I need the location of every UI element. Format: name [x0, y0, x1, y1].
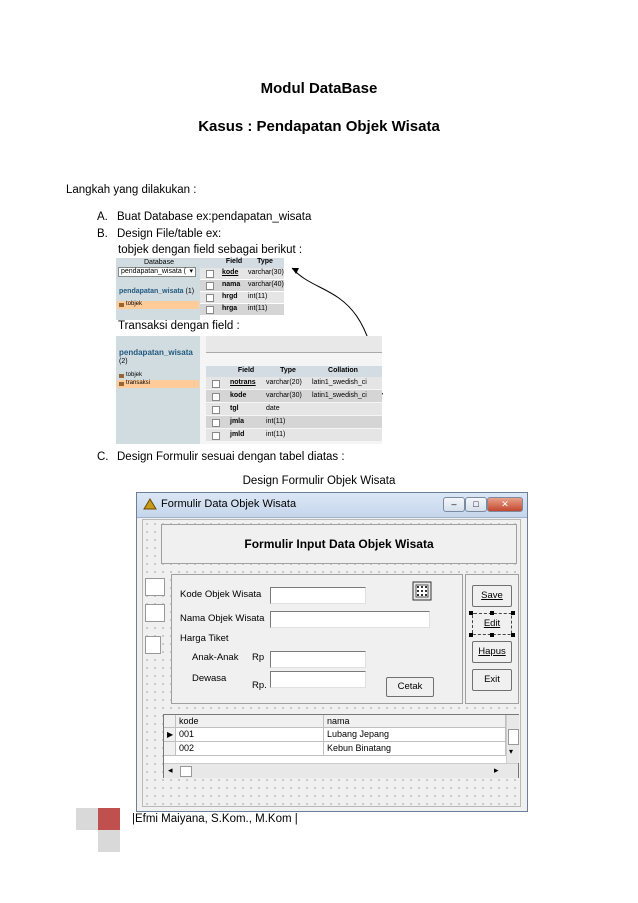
row-checkbox[interactable]: [212, 432, 220, 440]
selection-handle[interactable]: [511, 633, 515, 637]
exit-button[interactable]: Exit: [472, 669, 512, 691]
label-nama: Nama Objek Wisata: [180, 613, 265, 624]
step-b-text: Design File/table ex:: [117, 228, 222, 240]
db-count: (1): [185, 288, 195, 295]
field-type: date: [266, 405, 280, 412]
component-icon-3[interactable]: [145, 636, 161, 654]
structure-rows-2: [206, 377, 382, 443]
field-type: varchar(20): [266, 379, 302, 386]
anak-input[interactable]: [270, 651, 366, 668]
grid-cell[interactable]: Lubang Jepang: [324, 728, 506, 742]
field-collation: latin1_swedish_ci: [312, 392, 367, 399]
form-window: [136, 492, 528, 812]
footer-square-light: [76, 808, 98, 830]
label-harga: Harga Tiket: [180, 633, 229, 644]
field-name: nama: [222, 281, 241, 288]
grid-row-indicator: [164, 742, 176, 756]
grid-header-kode[interactable]: kode: [176, 715, 324, 728]
field-name: notrans: [230, 379, 256, 386]
row-checkbox[interactable]: [206, 270, 214, 278]
sidebar-item-label: tobjek: [126, 372, 143, 378]
table-row[interactable]: [206, 416, 382, 428]
vertical-scrollbar[interactable]: [506, 715, 519, 763]
form-heading: Formulir Input Data Objek Wisata: [244, 537, 434, 551]
chevron-down-icon[interactable]: ▾: [509, 747, 514, 756]
table-row[interactable]: [200, 292, 284, 303]
db-select[interactable]: [118, 267, 196, 277]
sidebar-item-tobjek-2[interactable]: [117, 372, 199, 380]
db-count-2: (2): [119, 358, 128, 365]
col-type-2: Type: [280, 367, 296, 374]
row-checkbox[interactable]: [206, 294, 214, 302]
db-sidebar-2: [116, 336, 200, 444]
maximize-button[interactable]: □: [465, 497, 487, 512]
row-checkbox[interactable]: [206, 282, 214, 290]
nama-input[interactable]: [270, 611, 430, 628]
dewasa-input[interactable]: [270, 671, 366, 688]
chevron-right-icon[interactable]: ▸: [494, 765, 499, 775]
component-icon-1[interactable]: [145, 578, 165, 596]
save-button[interactable]: Save: [472, 585, 512, 607]
scrollbar-thumb[interactable]: [508, 729, 519, 745]
step-c-letter: C.: [97, 451, 109, 463]
step-a-letter: A.: [97, 211, 108, 223]
toolbar-strip: [206, 336, 382, 353]
grid-header-nama[interactable]: nama: [324, 715, 506, 728]
col-type: Type: [257, 258, 273, 265]
field-type: int(11): [248, 305, 268, 312]
form-caption: Design Formulir Objek Wisata: [242, 475, 396, 487]
label-kode: Kode Objek Wisata: [180, 589, 262, 600]
window-titlebar: [137, 493, 527, 518]
field-type: int(11): [266, 418, 286, 425]
col-field: Field: [225, 258, 243, 265]
db-select-value: pendapatan_wisata (: [121, 268, 186, 275]
field-name: tgl: [230, 405, 239, 412]
field-type: varchar(30): [248, 269, 284, 276]
field-name: kode: [230, 392, 247, 399]
label-anak: Anak-Anak: [192, 652, 239, 663]
db-sidebar: [116, 258, 200, 320]
table-row[interactable]: [206, 429, 382, 441]
table-row[interactable]: [206, 403, 382, 415]
footer-square-light-2: [98, 830, 120, 852]
structure-rows-1: [200, 268, 284, 316]
field-type: varchar(30): [266, 392, 302, 399]
step-b-sub1: tobjek dengan field sebagai berikut :: [118, 244, 303, 256]
field-type: int(11): [248, 293, 268, 300]
field-collation: latin1_swedish_ci: [312, 379, 367, 386]
field-name: jmld: [230, 431, 245, 438]
grid-corner: [164, 715, 176, 728]
col-collation-2: Collation: [328, 367, 358, 374]
table-row[interactable]: [200, 268, 284, 279]
intro-text: Langkah yang dilakukan :: [66, 184, 197, 196]
db-name: pendapatan_wisata: [119, 288, 184, 295]
table-row[interactable]: [200, 304, 284, 315]
doc-subtitle: Kasus : Pendapatan Objek Wisata: [198, 118, 440, 135]
label-rp-dewasa: Rp.: [252, 680, 267, 691]
step-b-letter: B.: [97, 228, 108, 240]
selection-handle[interactable]: [469, 611, 473, 615]
edit-button[interactable]: Edit: [472, 613, 512, 635]
heading-panel: [161, 524, 517, 564]
db-label: Database: [144, 259, 174, 266]
row-checkbox[interactable]: [212, 419, 220, 427]
row-checkbox[interactable]: [212, 393, 220, 401]
label-dewasa: Dewasa: [192, 673, 227, 684]
button-panel: [465, 574, 519, 704]
row-checkbox[interactable]: [212, 380, 220, 388]
field-type: int(11): [266, 431, 286, 438]
table-row[interactable]: [206, 390, 382, 402]
minimize-button[interactable]: –: [443, 497, 465, 512]
delphi-app-icon: [142, 497, 158, 513]
sidebar-item-label: transaksi: [126, 380, 151, 386]
field-name: hrgd: [222, 293, 238, 300]
chevron-left-icon[interactable]: ◂: [168, 765, 173, 775]
input-panel: [171, 574, 463, 704]
table-row[interactable]: [200, 280, 284, 291]
grid-cell[interactable]: 001: [176, 728, 324, 742]
col-field-2: Field: [237, 367, 255, 374]
window-title: Formulir Data Objek Wisata: [161, 498, 297, 510]
table-icon: [119, 303, 124, 307]
kode-input[interactable]: [270, 587, 366, 604]
table-icon: [119, 374, 124, 378]
step-c-text: Design Formulir sesuai dengan tabel diatas :: [117, 451, 345, 463]
selection-handle[interactable]: [490, 633, 494, 637]
footer-author: |Efmi Maiyana, S.Kom., M.Kom |: [132, 813, 298, 825]
sidebar-item-tobjek[interactable]: [117, 301, 199, 309]
form-client: [142, 519, 521, 807]
calculator-icon[interactable]: [412, 581, 432, 601]
chevron-down-icon: ▾: [189, 268, 193, 275]
selection-handle[interactable]: [511, 611, 515, 615]
step-a-text: Buat Database ex:pendapatan_wisata: [117, 211, 312, 223]
row-pointer-icon: ▶: [167, 730, 174, 739]
footer-square-accent: [98, 808, 120, 830]
field-name: hrga: [222, 305, 238, 312]
cetak-button[interactable]: Cetak: [386, 677, 434, 697]
grid-row-indicator: [164, 728, 176, 742]
table-row[interactable]: [206, 377, 382, 389]
row-checkbox[interactable]: [206, 306, 214, 314]
doc-title: Modul DataBase: [260, 80, 378, 97]
selection-handle[interactable]: [469, 633, 473, 637]
field-name: kode: [222, 269, 239, 276]
data-grid[interactable]: [163, 714, 519, 778]
close-button[interactable]: ✕: [487, 497, 523, 512]
sidebar-item-transaksi[interactable]: [117, 380, 199, 388]
field-type: varchar(40): [248, 281, 284, 288]
scrollbar-thumb[interactable]: [180, 766, 192, 777]
grid-cell[interactable]: 002: [176, 742, 324, 756]
horizontal-scrollbar[interactable]: [164, 763, 518, 778]
table-icon: [119, 382, 124, 386]
hapus-button[interactable]: Hapus: [472, 641, 512, 663]
db-name-2[interactable]: pendapatan_wisata: [119, 348, 193, 357]
step-b-sub2: Transaksi dengan field :: [118, 320, 240, 332]
component-icon-2[interactable]: [145, 604, 165, 622]
row-checkbox[interactable]: [212, 406, 220, 414]
field-name: jmla: [230, 418, 245, 425]
label-rp-anak: Rp: [252, 652, 265, 663]
selection-handle[interactable]: [490, 611, 494, 615]
db-name-link[interactable]: [119, 288, 194, 295]
grid-cell[interactable]: Kebun Binatang: [324, 742, 506, 756]
sidebar-item-label: tobjek: [126, 301, 143, 307]
